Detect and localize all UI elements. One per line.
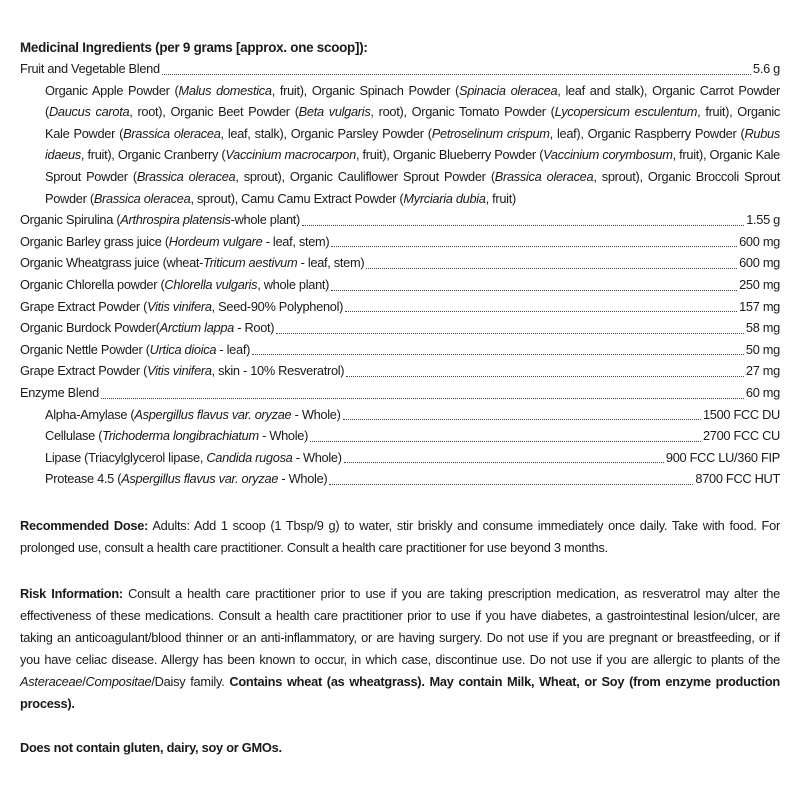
- text-segment: , skin - 10% Resveratrol): [211, 363, 345, 379]
- text-segment: Enzyme Blend: [20, 384, 99, 400]
- ingredient-name: [45, 447, 342, 469]
- text-segment: , leaf and stalk), Organic Carrot Powder (: [45, 82, 780, 120]
- text-segment: , root), Organic Tomato Powder (: [370, 104, 555, 120]
- text-segment: , sprout), Organic Cauliflower Sprout Powder (: [235, 168, 495, 184]
- text-segment: , whole plant): [257, 276, 330, 292]
- text-segment: , leaf, stalk), Organic Parsley Powder (: [220, 125, 432, 141]
- text-segment: Alpha-Amylase (: [45, 406, 135, 422]
- text-segment: - Whole): [291, 406, 341, 422]
- text-segment: , fruit): [485, 190, 516, 206]
- text-segment: Organic Wheatgrass juice (wheat-: [20, 255, 204, 271]
- botanical-name: Spinacia oleracea: [458, 82, 558, 98]
- text-segment: - Root): [233, 320, 275, 336]
- ingredient-name: [20, 296, 343, 318]
- text-segment: , fruit), Organic Kale Powder (: [45, 104, 781, 141]
- risk-text-end: /Daisy family.: [151, 673, 230, 689]
- ingredient-name: [20, 209, 300, 231]
- dot-leader: [343, 419, 701, 420]
- ingredient-row: [20, 209, 780, 231]
- botanical-name: Brassica oleracea: [136, 168, 236, 184]
- botanical-name: Vaccinium corymbosum: [543, 147, 673, 163]
- text-segment: , Seed-90% Polyphenol): [211, 298, 344, 314]
- text-segment: , fruit), Organic Blueberry Powder (: [355, 147, 544, 163]
- ingredient-row: [20, 296, 780, 318]
- botanical-name: Malus domestica: [178, 82, 272, 98]
- botanical-name: Candida rugosa: [206, 449, 293, 465]
- text-segment: - Whole): [258, 428, 309, 444]
- botanical-name: Urtica dioica: [149, 341, 217, 357]
- text-segment: - leaf, stem): [262, 233, 330, 249]
- ingredient-row: [20, 252, 780, 274]
- botanical-name: Petroselinum crispum: [431, 125, 550, 141]
- botanical-name: Brassica oleracea: [93, 190, 191, 206]
- botanical-name: Aspergillus flavus var. oryzae: [134, 406, 292, 422]
- botanical-name: Vitis vinifera: [147, 298, 212, 314]
- ingredient-row: [20, 360, 780, 382]
- recommended-dose: [20, 515, 780, 559]
- ingredient-amount: 1.55 g: [746, 212, 780, 228]
- dot-leader: [101, 398, 744, 399]
- text-segment: Cellulase (: [45, 428, 103, 444]
- text-segment: , fruit), Organic Kale Sprout Powder (: [45, 147, 780, 184]
- botanical-name: Vaccinium macrocarpon: [225, 147, 356, 163]
- allergen-warning: Contains wheat (as wheatgrass). May contain Milk, Wheat, or Soy (from enzyme production process).: [20, 673, 780, 711]
- enzyme-row: [20, 425, 780, 447]
- blend-composition: [20, 80, 780, 210]
- ingredient-amount: 50 mg: [745, 341, 780, 357]
- text-segment: Organic Nettle Powder (: [20, 341, 150, 357]
- text-segment: , root), Organic Beet Powder (: [129, 104, 299, 120]
- ingredient-name: [20, 252, 364, 274]
- ingredient-amount: 27 mg: [745, 363, 780, 379]
- ingredient-row: [20, 382, 780, 404]
- text-segment: Organic Apple Powder (: [45, 82, 179, 98]
- dot-leader: [302, 225, 744, 226]
- botanical-name: Myrciaria dubia: [403, 190, 486, 206]
- risk-information: [20, 583, 780, 715]
- text-segment: Organic Barley grass juice (: [20, 233, 169, 249]
- ingredient-name: [20, 274, 329, 296]
- ingredient-name: [45, 404, 341, 426]
- botanical-name: Beta vulgaris: [298, 104, 371, 120]
- botanical-name: Arctium lappa: [159, 320, 234, 336]
- free-from-statement: Does not contain gluten, dairy, soy or GMOs.: [20, 739, 282, 755]
- dot-leader: [329, 484, 693, 485]
- ingredient-name: [20, 382, 99, 404]
- ingredient-row: [20, 339, 780, 361]
- ingredient-list: [20, 209, 780, 490]
- text-segment: - leaf, stem): [297, 255, 365, 271]
- botanical-name: Brassica oleracea: [123, 125, 221, 141]
- risk-label: Risk Information:: [20, 585, 123, 601]
- ingredient-name: [20, 231, 329, 253]
- botanical-name: Lycopersicum esculentum: [554, 104, 698, 120]
- ingredient-amount: 5.6 g: [753, 61, 780, 76]
- ingredient-row: [20, 317, 780, 339]
- ingredient-amount: 1500 FCC DU: [702, 406, 780, 422]
- dot-leader: [310, 441, 701, 442]
- dot-leader: [252, 354, 744, 355]
- botanical-name: Aspergillus flavus var. oryzae: [121, 471, 279, 487]
- botanical-name: Triticum aestivum: [203, 255, 298, 271]
- family-compositae: Compositae: [85, 673, 152, 689]
- ingredient-amount: 600 mg: [739, 255, 780, 271]
- family-asteraceae: Asteraceae: [20, 673, 83, 689]
- botanical-name: Trichoderma longibrachiatum: [102, 428, 259, 444]
- ingredient-amount: 250 mg: [739, 276, 780, 292]
- text-segment: Grape Extract Powder (: [20, 363, 148, 379]
- dot-leader: [331, 246, 737, 247]
- dose-label: Recommended Dose:: [20, 517, 149, 533]
- ingredient-amount: 8700 FCC HUT: [695, 471, 780, 487]
- slash: /: [82, 673, 86, 689]
- text-segment: - Whole): [292, 449, 342, 465]
- text-segment: Organic Spirulina (: [20, 212, 121, 228]
- botanical-name: Vitis vinifera: [147, 363, 212, 379]
- dot-leader: [162, 74, 751, 75]
- ingredient-name: [45, 425, 308, 447]
- text-segment: Organic Burdock Powder(: [20, 320, 160, 336]
- ingredient-amount: 2700 FCC CU: [702, 428, 780, 444]
- dot-leader: [344, 462, 664, 463]
- dot-leader: [345, 311, 737, 312]
- text-segment: Lipase (Triacylglycerol lipase,: [45, 449, 207, 465]
- ingredient-amount: 58 mg: [745, 320, 780, 336]
- ingredient-amount: 900 FCC LU/360 FIP: [665, 449, 780, 465]
- ingredient-amount: 60 mg: [745, 384, 780, 400]
- dot-leader: [346, 376, 744, 377]
- text-segment: , sprout), Organic Broccoli Sprout Powder (: [45, 168, 780, 206]
- medicinal-ingredients-heading: Medicinal Ingredients (per 9 grams [approx. one scoop]):: [20, 40, 368, 55]
- dot-leader: [331, 290, 737, 291]
- dot-leader: [276, 333, 744, 334]
- text-segment: , fruit), Organic Spinach Powder (: [271, 82, 459, 98]
- ingredient-name: [20, 339, 250, 361]
- ingredient-row: [20, 274, 780, 296]
- ingredient-amount: 157 mg: [739, 298, 780, 314]
- botanical-name: Arthrospira platensis: [120, 212, 231, 228]
- ingredient-name: [20, 317, 274, 339]
- dot-leader: [366, 268, 737, 269]
- botanical-name: Chlorella vulgaris: [164, 276, 258, 292]
- text-segment: - Whole): [278, 471, 328, 487]
- enzyme-row: [20, 404, 780, 426]
- text-segment: Protease 4.5 (: [45, 471, 122, 487]
- ingredient-name: [45, 468, 327, 490]
- ingredient-amount: 600 mg: [739, 233, 780, 249]
- dose-text: Adults: Add 1 scoop (1 Tbsp/9 g) to water, stir briskly and consume immediately once daily. Take with food. For prolonged use, consult a health care practitioner. Consult a health care practitioner for use beyond 3 months.: [20, 517, 780, 555]
- text-segment: , fruit), Organic Cranberry (: [80, 147, 226, 163]
- enzyme-row: [20, 468, 780, 490]
- botanical-name: Hordeum vulgare: [168, 233, 263, 249]
- ingredient-name: [20, 360, 344, 382]
- text-segment: Organic Chlorella powder (: [20, 276, 165, 292]
- text-segment: Grape Extract Powder (: [20, 298, 148, 314]
- text-segment: , sprout), Camu Camu Extract Powder (: [190, 190, 404, 206]
- ingredient-row: [20, 231, 780, 253]
- ingredient-row-fruit-vegetable-blend: [20, 58, 780, 80]
- botanical-name: Daucus carota: [48, 104, 130, 120]
- text-segment: - leaf): [216, 341, 251, 357]
- risk-text: Consult a health care practitioner prior to use if you are taking prescription medication, as resveratrol may alter the effectiveness of these medications. Consult a health care practitioner prior to use if you have diabetes, a gastrointestinal lesion/ulcer, are taking an anticoagulant/blood thinner or an anti-inflammatory, or are having surgery. Do not use if you are pregnant or breastfeeding, or if you have celiac disease. Allergy has been known to occur, in which case, discontinue use. Do not use if you are allergic to plants of the: [20, 585, 780, 667]
- enzyme-row: [20, 447, 780, 469]
- botanical-name: Rubus idaeus: [45, 125, 780, 163]
- text-segment: -whole plant): [230, 212, 301, 228]
- ingredient-name: Fruit and Vegetable Blend: [20, 61, 160, 76]
- botanical-name: Brassica oleracea: [494, 168, 594, 184]
- text-segment: , leaf), Organic Raspberry Powder (: [549, 125, 745, 141]
